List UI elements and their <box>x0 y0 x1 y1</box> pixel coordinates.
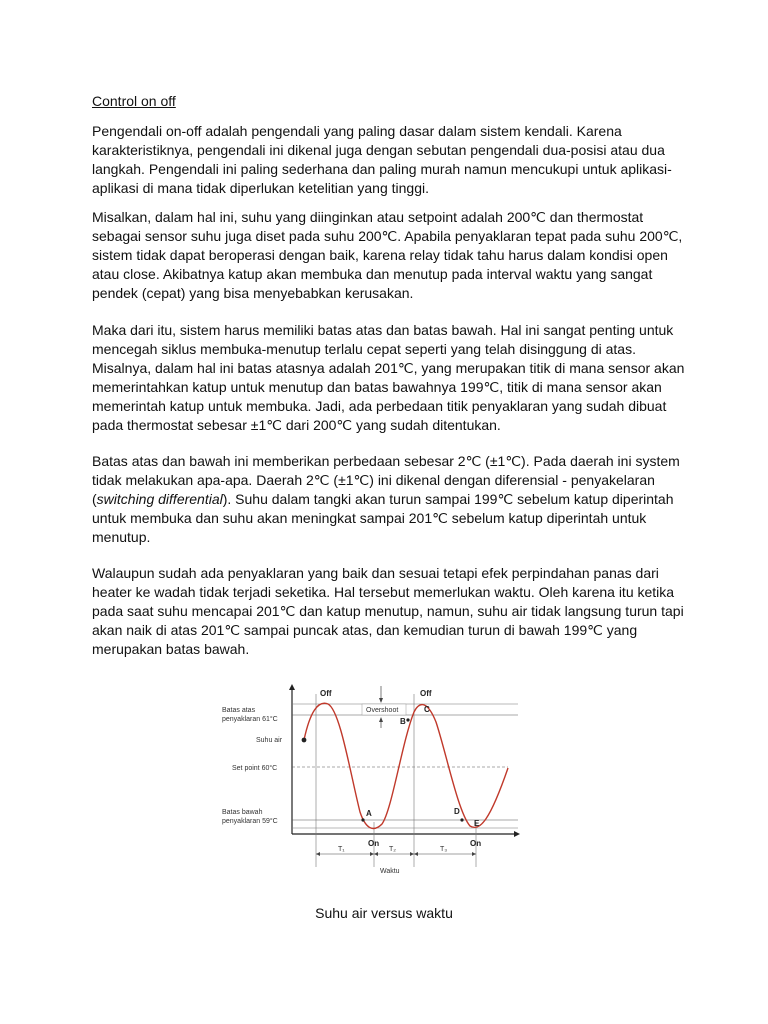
on-label-1: On <box>368 839 380 848</box>
t2-arrow-right <box>410 852 414 856</box>
off-label-1: Off <box>320 689 332 698</box>
temperature-curve <box>304 703 508 828</box>
paragraph-4-italic-term: switching differential <box>96 491 223 507</box>
point-a-marker <box>361 818 364 821</box>
point-d-marker <box>460 818 463 821</box>
water-temp-label: Suhu air <box>256 737 283 744</box>
lower-limit-label-2: penyaklaran 59°C <box>222 818 278 825</box>
off-label-2: Off <box>420 689 432 698</box>
paragraph-4-text-b: ). Suhu dalam tangki akan turun sampai 199℃ sebelum katup diperintah untuk membuka dan suhu akan meningkat sampai 201℃ sebelum katup diperintah untuk menutup. <box>92 491 674 545</box>
section-heading: Control on off <box>92 93 176 109</box>
overshoot-label: Overshoot <box>366 707 399 714</box>
t2-arrow-left <box>374 852 378 856</box>
t1-arrow-right <box>370 852 374 856</box>
t2-label: T₂ <box>389 846 396 853</box>
paragraph-4 <box>92 452 686 547</box>
t1-arrow-left <box>316 852 320 856</box>
point-b-label: B <box>400 717 406 726</box>
paragraph-3: Maka dari itu, sistem harus memiliki batas atas dan batas bawah. Hal ini sangat penting untuk mencegah siklus membuka-menutup terlalu cepat seperti yang telah disinggung di atas. Misalnya, dalam hal ini batas atasnya adalah 201℃, yang merupakan titik di mana sensor akan memerintahkan katup untuk menutup dan batas bawahnya 199℃, titik di mana sensor akan memerintah katup untuk membuka. Jadi, ada perbedaan titik penyaklaran yang sudah dibuat pada thermostat sebesar ±1℃ dari 200℃ yang sudah ditentukan. <box>92 322 685 433</box>
lower-limit-label-1: Batas bawah <box>222 809 263 816</box>
t3-arrow-left <box>414 852 418 856</box>
overshoot-arrowhead-top <box>379 698 383 703</box>
paragraph-4-text-a: Batas atas dan bawah ini memberikan perbedaan sebesar 2℃ (±1℃). Pada daerah ini system tidak melakukan apa-apa. Daerah 2℃ (±1℃) ini dikenal dengan diferensial - penyakelaran ( <box>92 453 680 507</box>
t3-label: T₃ <box>440 846 448 853</box>
y-axis-arrow <box>289 684 295 690</box>
temperature-vs-time-diagram <box>218 682 522 880</box>
point-d-label: D <box>454 807 460 816</box>
paragraph-1: Pengendali on-off adalah pengendali yang paling dasar dalam sistem kendali. Karena karakteristiknya, pengendali ini dikenal juga dengan sebutan pengendali dua-posisi atau dua langkah. Pengendali ini paling sederhana dan paling murah namun mencukupi untuk aplikasi-aplikasi di mana tidak diperlukan ketelitian yang tinggi. <box>92 123 672 196</box>
t3-arrow-right <box>472 852 476 856</box>
t1-label: T₁ <box>338 846 345 853</box>
figure-caption: Suhu air versus waktu <box>315 905 453 921</box>
point-c-label: C <box>424 705 430 714</box>
on-label-2: On <box>470 839 482 848</box>
water-temp-point <box>302 738 307 743</box>
upper-limit-label-1: Batas atas <box>222 707 256 714</box>
paragraph-5: Walaupun sudah ada penyaklaran yang baik dan sesuai tetapi efek perpindahan panas dari heater ke wadah tidak terjadi seketika. Hal tersebut memerlukan waktu. Oleh karena itu ketika pada saat suhu mencapai 201℃ dan katup menutup, namun, suhu air tidak langsung turun tapi akan naik di atas 201℃ sampai puncak atas, dan kemudian turun di bawah 199℃ yang merupakan batas bawah. <box>92 565 684 657</box>
point-b-marker <box>406 718 409 721</box>
point-e-label: E <box>474 819 480 828</box>
overshoot-arrowhead-bottom <box>379 717 383 722</box>
upper-limit-label-2: penyaklaran 61°C <box>222 716 278 723</box>
paragraph-2: Misalkan, dalam hal ini, suhu yang diinginkan atau setpoint adalah 200℃ dan thermostat sebagai sensor suhu juga diset pada suhu 200℃. Apabila penyaklaran tepat pada suhu 200℃, sistem tidak dapat beroperasi dengan baik, karena relay tidak tahu harus dalam kondisi open atau close. Akibatnya katup akan membuka dan menutup pada interval waktu yang sangat pendek (cepat) yang bisa menyebabkan kerusakan. <box>92 209 683 301</box>
time-axis-label: Waktu <box>380 868 400 875</box>
x-axis-arrow <box>514 831 520 837</box>
setpoint-label: Set point 60°C <box>232 765 278 772</box>
point-a-label: A <box>366 809 372 818</box>
